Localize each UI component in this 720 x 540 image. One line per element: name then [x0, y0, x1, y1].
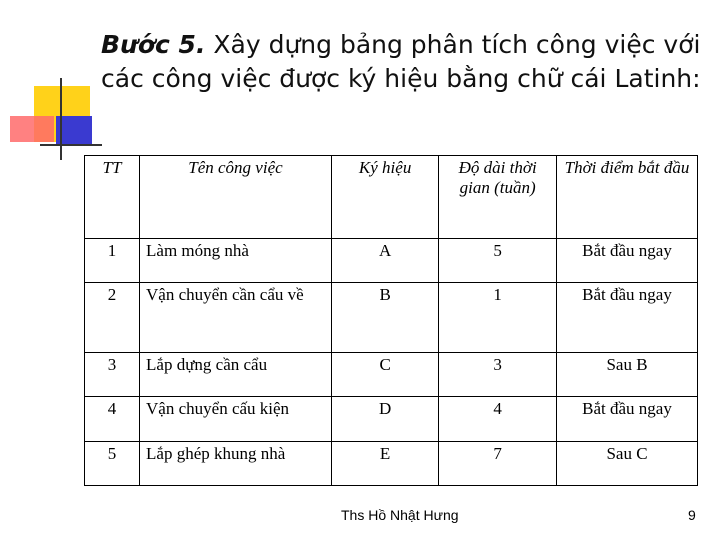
table-header-row [85, 156, 698, 239]
cell-tt: 2 [85, 282, 140, 352]
cell-name-text: Vận chuyển cần cẩu về [146, 284, 304, 304]
page-number: 9 [688, 507, 696, 523]
cell-tt: 5 [85, 441, 140, 485]
table-row [85, 238, 698, 282]
cell-duration: 5 [439, 238, 557, 282]
footer-author: Ths Hồ Nhật Hưng [341, 507, 459, 523]
cell-name: Lắp ghép khung nhà [140, 441, 332, 485]
cell-start: Bắt đầu ngay [557, 397, 698, 441]
cell-start: Sau C [557, 441, 698, 485]
step-label: Bước 5. [101, 30, 206, 59]
title-text: Xây dựng bảng phân tích công việc với các công việc được ký hiệu bằng chữ cái Latinh: [101, 30, 701, 93]
cell-duration: 1 [439, 282, 557, 352]
cell-symbol: D [331, 397, 438, 441]
deco-horizontal-line [40, 144, 102, 146]
work-analysis-table [84, 155, 698, 486]
cell-duration: 3 [439, 353, 557, 397]
cell-tt: 1 [85, 238, 140, 282]
cell-symbol: E [331, 441, 438, 485]
table-row [85, 353, 698, 397]
cell-name [140, 282, 332, 352]
table-row [85, 282, 698, 352]
deco-red-square [10, 116, 54, 142]
header-start: Thời điểm bắt đầu [557, 156, 698, 239]
header-name: Tên công việc [140, 156, 332, 239]
table-row [85, 397, 698, 441]
header-duration: Độ dài thời gian (tuần) [439, 156, 557, 239]
cell-name: Làm móng nhà [140, 238, 332, 282]
cell-tt: 3 [85, 353, 140, 397]
cell-duration: 4 [439, 397, 557, 441]
header-tt: TT [85, 156, 140, 239]
deco-vertical-line [60, 78, 62, 160]
cell-start: Bắt đầu ngay [557, 238, 698, 282]
cell-name: Vận chuyển cấu kiện [140, 397, 332, 441]
cell-tt: 4 [85, 397, 140, 441]
cell-start: Sau B [557, 353, 698, 397]
slide-title [101, 28, 701, 96]
cell-name: Lắp dựng cần cẩu [140, 353, 332, 397]
cell-duration: 7 [439, 441, 557, 485]
cell-start: Bắt đầu ngay [557, 282, 698, 352]
table-row [85, 441, 698, 485]
cell-symbol: A [331, 238, 438, 282]
cell-symbol: C [331, 353, 438, 397]
header-symbol: Ký hiệu [331, 156, 438, 239]
cell-symbol: B [331, 282, 438, 352]
